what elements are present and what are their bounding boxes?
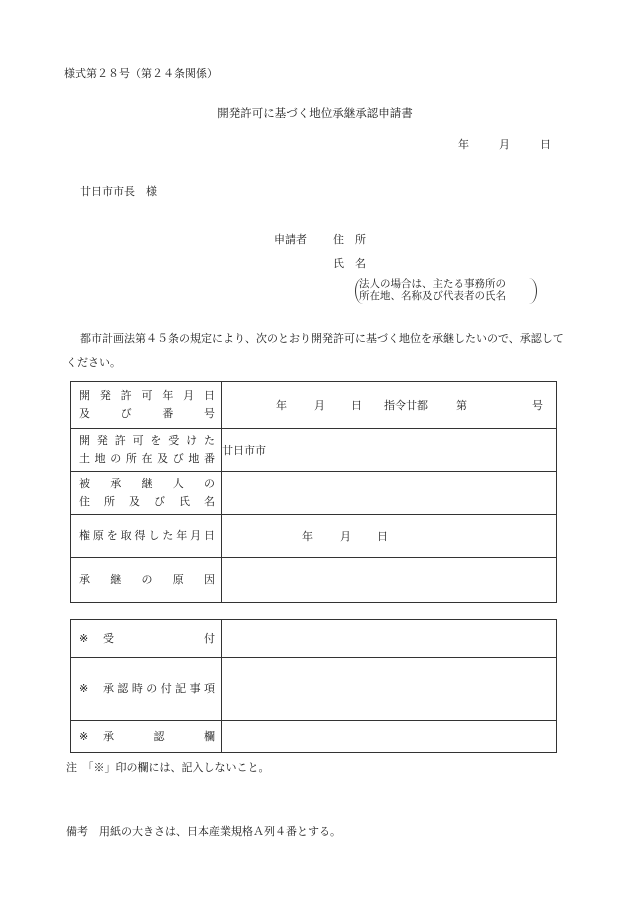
date-line xyxy=(458,139,551,150)
predecessor-label-line1: 被承継人の xyxy=(79,477,215,490)
corporate-note xyxy=(355,278,537,304)
table-row xyxy=(71,382,557,429)
permit-month-label: 月 xyxy=(314,399,325,412)
approval-field-label-cell xyxy=(71,721,222,753)
office-use-table xyxy=(70,619,557,753)
approval-notes-label: 承認時の付記事項 xyxy=(103,682,215,695)
land-location-label-cell xyxy=(71,429,222,472)
table-row xyxy=(71,658,557,721)
permit-date-value-cell[interactable] xyxy=(222,382,557,429)
permit-go-label: 号 xyxy=(532,399,543,412)
succession-cause-label-cell xyxy=(71,558,222,603)
approval-notes-label-cell xyxy=(71,658,222,721)
applicant-label: 申請者 xyxy=(274,233,307,246)
predecessor-value[interactable] xyxy=(222,472,557,515)
table-row xyxy=(71,620,557,658)
succession-cause-value[interactable] xyxy=(222,558,557,603)
table-row xyxy=(71,429,557,472)
page-title: 開発許可に基づく地位承継承認申請書 xyxy=(217,106,413,120)
title-acquired-label: 権原を取得した年月日 xyxy=(79,529,215,542)
acquired-month-label: 月 xyxy=(340,530,351,543)
land-location-value[interactable]: 廿日市市 xyxy=(222,429,557,472)
receipt-label: 受付 xyxy=(103,631,215,645)
date-year-label: 年 xyxy=(458,138,469,151)
permit-date-label-line1: 開発許可年月日 xyxy=(79,389,215,402)
acquired-day-label: 日 xyxy=(377,530,388,543)
form-number: 様式第２８号（第２４条関係） xyxy=(64,67,218,80)
permit-day-label: 日 xyxy=(351,399,362,412)
addressee: 廿日市市長 様 xyxy=(80,185,157,198)
permit-dai-label: 第 xyxy=(456,399,467,412)
land-location-label-line2: 土地の所在及び地番 xyxy=(79,452,215,465)
application-table xyxy=(70,381,557,603)
predecessor-label-line2: 住所及び氏名 xyxy=(79,495,215,508)
receipt-mark: ※ xyxy=(79,631,89,645)
permit-date-label-cell xyxy=(71,382,222,429)
receipt-label-cell xyxy=(71,620,222,658)
approval-field-mark: ※ xyxy=(79,729,89,743)
receipt-value[interactable] xyxy=(222,620,557,658)
approval-notes-value[interactable] xyxy=(222,658,557,721)
table-row xyxy=(71,472,557,515)
title-acquired-value-cell[interactable] xyxy=(222,515,557,558)
land-location-label-line1: 開発許可を受けた xyxy=(79,434,215,447)
permit-designation: 指令廿都 xyxy=(384,399,428,412)
permit-date-label-line2: 及び番号 xyxy=(79,407,215,420)
remark: 備考 用紙の大きさは、日本産業規格Ａ列４番とする。 xyxy=(66,825,341,838)
applicant-address-label: 住 所 xyxy=(333,233,366,246)
approval-field-label: 承認欄 xyxy=(103,729,215,743)
corporate-note-line1: 法人の場合は、主たる事務所の xyxy=(359,278,506,290)
table-row xyxy=(71,721,557,753)
permit-year-label: 年 xyxy=(276,399,287,412)
applicant-name-label: 氏 名 xyxy=(333,257,366,270)
acquired-year-label: 年 xyxy=(302,530,313,543)
request-statement: 都市計画法第４５条の規定により、次のとおり開発許可に基づく地位を承継したいので、承認してください。 xyxy=(66,332,564,369)
predecessor-label-cell xyxy=(71,472,222,515)
date-day-label: 日 xyxy=(540,138,551,151)
date-month-label: 月 xyxy=(499,138,510,151)
table-row xyxy=(71,558,557,603)
table-row xyxy=(71,515,557,558)
footnote: 注 「※」印の欄には、記入しないこと。 xyxy=(66,761,270,774)
title-acquired-label-cell xyxy=(71,515,222,558)
approval-field-value[interactable] xyxy=(222,721,557,753)
approval-notes-mark: ※ xyxy=(79,682,89,695)
succession-cause-label: 承継の原因 xyxy=(79,573,215,586)
corporate-note-line2: 所在地、名称及び代表者の氏名 xyxy=(359,290,506,302)
